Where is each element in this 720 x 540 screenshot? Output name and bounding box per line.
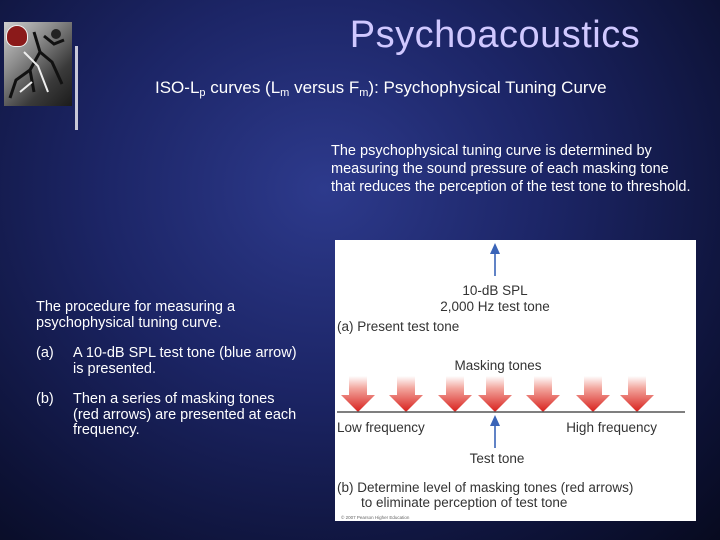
tone-level-label: 10-dB SPL — [462, 283, 528, 298]
masking-tone-arrow — [576, 376, 610, 412]
masking-tone-arrow — [526, 376, 560, 412]
masking-tones-label: Masking tones — [454, 358, 542, 373]
test-tone-arrow-top — [490, 243, 500, 276]
slide-title: Psychoacoustics — [349, 14, 641, 56]
masking-tone-arrow — [478, 376, 512, 412]
part-b-label: (b) Determine level of masking tones (red arrows) — [337, 480, 634, 495]
step-label: (a) — [36, 345, 54, 361]
step-text: A 10-dB SPL test tone (blue arrow) is presented. — [73, 345, 297, 377]
part-b-label-continued: to eliminate perception of test tone — [361, 495, 568, 510]
slide-subtitle: ISO-$L_p$ curves ($L_m$ versus $F_m$): Psychophysical Tuning Curve — [155, 78, 607, 99]
test-tone-arrow-bottom — [490, 415, 500, 448]
logo — [4, 22, 72, 106]
description-text: The psychophysical tuning curve is determined by measuring the sound pressure of each masking tone that reduces the perception of the test tone to threshold. — [331, 143, 691, 195]
masking-arrows — [341, 376, 654, 412]
masking-tone-arrow — [620, 376, 654, 412]
procedure-intro: The procedure for measuring a psychophysical tuning curve. — [36, 299, 236, 331]
seal-icon — [6, 25, 28, 47]
step-label: (b) — [36, 391, 54, 407]
copyright-text: © 2007 Pearson Higher Education — [341, 515, 410, 520]
tuning-curve-figure — [335, 240, 696, 521]
tone-frequency-label: 2,000 Hz test tone — [440, 299, 550, 314]
masking-tone-arrow — [341, 376, 375, 412]
low-frequency-label: Low frequency — [337, 420, 425, 435]
masking-tone-arrow — [389, 376, 423, 412]
step-text: Then a series of masking tones (red arrows) are presented at each frequency. — [73, 391, 297, 438]
masking-tone-arrow — [438, 376, 472, 412]
high-frequency-label: High frequency — [566, 420, 657, 435]
divider — [75, 46, 78, 130]
part-a-label: (a) Present test tone — [337, 319, 460, 334]
test-tone-label: Test tone — [469, 451, 525, 466]
